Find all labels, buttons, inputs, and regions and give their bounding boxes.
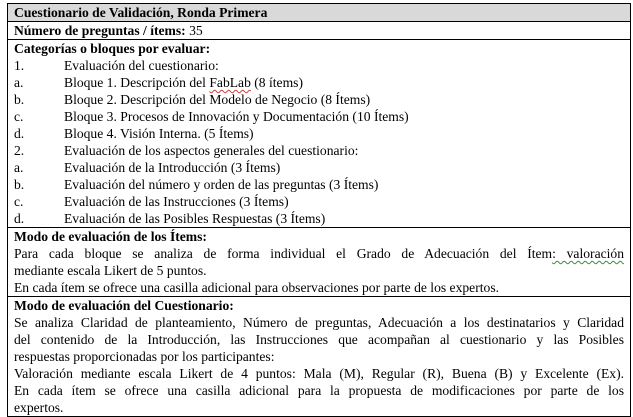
items-mode-heading: Modo de evaluación de los Ítems:	[14, 229, 207, 244]
list-item-text	[64, 193, 289, 210]
list-item-text	[64, 125, 254, 142]
list-item-text-main: Bloque 4. Visión Interna. (5 Ítems)	[64, 126, 254, 141]
items-mode-p1-line2: mediante escala Likert de 5 puntos.	[14, 263, 207, 278]
list-item-text-main: Evaluación de las Posibles Respuestas (3 Ítems)	[64, 211, 326, 226]
list-item-text	[64, 57, 219, 74]
questionnaire-mode-paragraph-1	[14, 314, 624, 365]
categories-heading: Categorías o bloques por evaluar:	[14, 41, 211, 56]
qm-p1-line2: del contenido de la Introducción, las Instrucciones que acompañan al cuestionario y las Posibles	[14, 332, 624, 347]
list-item-text-main: Evaluación de la Introducción (3 Ítems)	[64, 160, 281, 175]
list-item-text	[64, 142, 358, 159]
questions-count-label: Número de preguntas / ítems:	[14, 23, 186, 38]
list-item-text	[64, 210, 325, 227]
qm-p1-line3: respuestas proporcionadas por los participantes:	[14, 349, 275, 364]
list-item-marker: d.	[14, 211, 25, 226]
list-item-text-main: Evaluación de los aspectos generales del cuestionario:	[64, 143, 359, 158]
qm-p3-line1: En cada ítem se ofrece una casilla adicional para la propuesta de modificaciones por parte de los	[14, 383, 624, 398]
list-item-text	[64, 176, 378, 193]
list-item	[14, 210, 624, 227]
questions-count-cell	[8, 22, 631, 40]
categories-list	[14, 57, 624, 227]
grammar-flag: : valoración	[552, 246, 625, 261]
categories-cell	[8, 40, 631, 228]
qm-p3-line2: expertos.	[14, 400, 64, 415]
list-item-text-main: Bloque 3. Procesos de Innovación y Documentación (10 Ítems)	[64, 109, 409, 124]
list-item	[14, 74, 624, 91]
table-title-cell	[8, 4, 631, 22]
list-item	[14, 125, 624, 142]
items-mode-p1-text: Para cada bloque se analiza de forma individual el Grado de Adecuación del Ítem	[14, 246, 553, 261]
validation-table	[7, 3, 631, 417]
list-item-text	[64, 108, 409, 125]
list-item-marker: a.	[14, 160, 24, 175]
list-item-marker: 2.	[14, 143, 25, 158]
list-item-marker: b.	[14, 92, 25, 107]
questions-count-value: 35	[189, 23, 203, 38]
list-item	[14, 142, 624, 159]
list-item-marker: d.	[14, 126, 25, 141]
list-item-text-main: Bloque 2. Descripción del Modelo de Negocio (8 Ítems)	[64, 92, 371, 107]
list-item-text	[64, 159, 280, 176]
questionnaire-mode-paragraph-2: Valoración mediante escala Likert de 4 puntos: Mala (M), Regular (R), Buena (B) y Excelente (Ex).	[14, 366, 624, 381]
list-item	[14, 159, 624, 176]
table-title: Cuestionario de Validación, Ronda Primera	[14, 5, 268, 20]
list-item	[14, 176, 624, 193]
list-item-text-main: Evaluación del número y orden de las preguntas (3 Ítems)	[64, 177, 379, 192]
list-item-marker: c.	[14, 109, 24, 124]
list-item	[14, 108, 624, 125]
items-mode-paragraph-2: En cada ítem se ofrece una casilla adicional para observaciones por parte de los expertos.	[14, 280, 500, 295]
list-item-marker: a.	[14, 75, 24, 90]
items-mode-p1-line1	[14, 245, 624, 262]
list-item-text-tail: (8 ítems)	[250, 75, 303, 90]
qm-p1-line1: Se analiza Claridad de planteamiento, Número de preguntas, Adecuación a los destinatarios y Claridad	[14, 315, 624, 330]
questionnaire-mode-heading: Modo de evaluación del Cuestionario:	[14, 298, 234, 313]
list-item	[14, 193, 624, 210]
list-item-marker: b.	[14, 177, 25, 192]
items-mode-paragraph-1	[14, 245, 624, 279]
questionnaire-mode-cell	[8, 297, 631, 417]
list-item	[14, 91, 624, 108]
list-item-text	[64, 91, 370, 108]
list-item-text	[64, 74, 303, 91]
spelling-flag: FabLab	[209, 75, 251, 90]
list-item-marker: 1.	[14, 58, 25, 73]
items-mode-cell	[8, 228, 631, 297]
list-item	[14, 57, 624, 74]
list-item-text-main: Evaluación de las Instrucciones (3 Ítems)	[64, 194, 289, 209]
list-item-text-main: Bloque 1. Descripción del	[64, 75, 210, 90]
list-item-text-main: Evaluación del cuestionario:	[64, 58, 219, 73]
list-item-marker: c.	[14, 194, 24, 209]
